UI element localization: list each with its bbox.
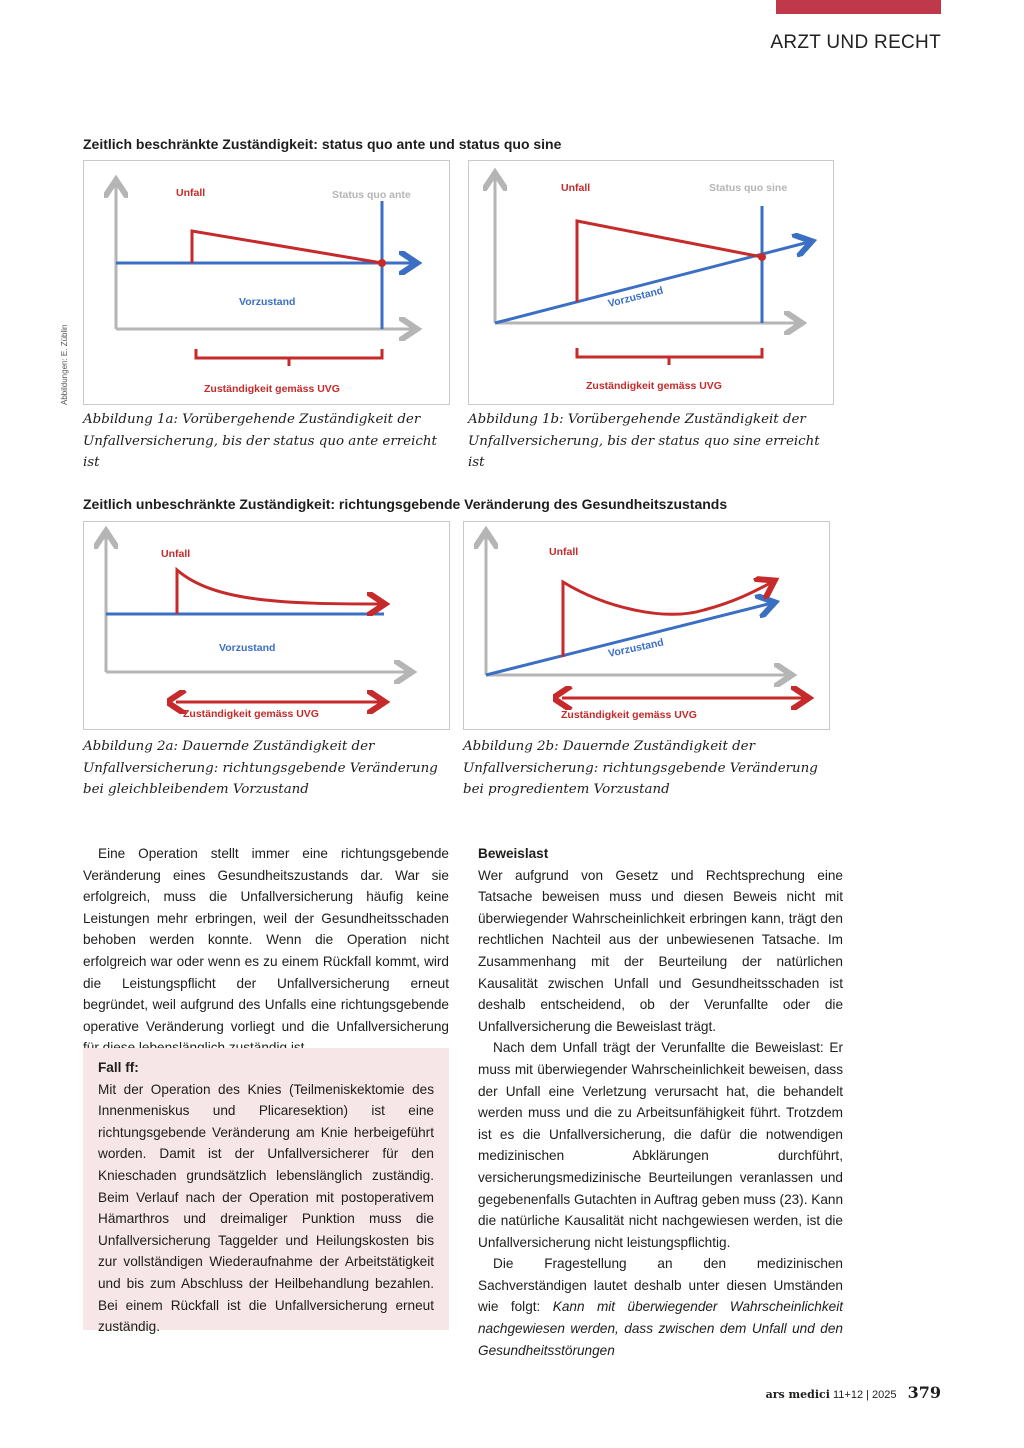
right-column: [478, 843, 843, 1361]
vorzustand-label: Vorzustand: [239, 296, 296, 308]
image-credit: Abbildungen: E. Züblin: [60, 324, 69, 405]
paragraph: Die Fragestellung an den medizinischen Sachverständigen lautet deshalb unter diesen Umständen wie folgt: Kann mit überwiegender Wahrscheinlichkeit nachgewiesen werden, dass zwischen dem Unfall und den Gesundheitsstörungen: [478, 1256, 843, 1358]
vorzustand-label: Vorzustand: [607, 636, 665, 660]
zustaendigkeit-label: Zuständigkeit gemäss UVG: [204, 383, 340, 395]
figure-2b: [463, 521, 830, 730]
section-header: ARZT UND RECHT: [770, 32, 941, 53]
unfall-label: Unfall: [549, 546, 579, 558]
heading-limited: Zeitlich beschränkte Zuständigkeit: status quo ante und status quo sine: [83, 136, 562, 152]
left-column: [83, 843, 449, 1059]
section-title: Beweislast: [478, 846, 549, 861]
journal-brand: ars medici: [765, 1388, 830, 1401]
intersection-point: [378, 259, 386, 267]
vorzustand-label: Vorzustand: [219, 642, 276, 654]
unfall-label: Unfall: [176, 187, 206, 199]
zustaendigkeit-label: Zuständigkeit gemäss UVG: [561, 709, 697, 721]
issue-number: 11+12 | 2025: [833, 1389, 897, 1401]
intersection-point: [758, 253, 766, 261]
vorzustand-label: Vorzustand: [606, 284, 665, 310]
zustaendigkeit-label: Zuständigkeit gemäss UVG: [183, 708, 319, 720]
unfall-label: Unfall: [161, 548, 191, 560]
unfall-curve: [563, 582, 772, 660]
footer: [766, 1383, 941, 1402]
case-text: Mit der Operation des Knies (Teilmeniskektomie des Innenmeniskus und Plicaresektion) ist eine richtungsgebende Veränderung am Knie herbeigeführt worden. Damit ist der Unfallversicherer für den Knieschaden grundsätzlich lebenslänglich zuständig. Beim Verlauf nach der Operation mit postoperativem Hämarthros und dreimaliger Punktion muss die Unfallversicherung Taggelder und Heilungskosten bis zur vollständigen Wiederaufnahme der Arbeitstätigkeit und bis zum Abschluss der Heilbehandlung bezahlen. Bei einem Rückfall ist die Unfallversicherung erneut zuständig.: [98, 1081, 434, 1335]
page-number: 379: [907, 1383, 941, 1402]
caption-1a: Abbildung 1a: Vorübergehende Zuständigkeit der Unfallversicherung, bis der status quo ante erreicht ist: [83, 412, 437, 470]
paragraph: Eine Operation stellt immer eine richtungsgebende Veränderung eines Gesundheitszustands dar. War sie erfolgreich, muss die Unfallversicherung häufig keine Leistungen mehr erbringen, weil der Gesundheitsschaden behoben werden konnte. Wenn die Operation nicht erfolgreich war oder wenn es zu einem Rückfall kommt, wird die Leistungspflicht der Unfallversicherung erneut begründet, weil aufgrund des Unfalls eine richtungsgebende operative Veränderung vorliegt und die Unfallversicherung: [83, 846, 449, 1034]
figure-2a: [83, 521, 450, 730]
unfall-label: Unfall: [561, 182, 591, 194]
zustaendigkeit-label: Zuständigkeit gemäss UVG: [586, 380, 722, 392]
status-label: Status quo sine: [709, 182, 788, 194]
figure-1b: [468, 160, 834, 405]
caption-2b: Abbildung 2b: Dauernde Zuständigkeit der Unfallversicherung: richtungsgebende Veränderung bei progredientem Vorzustand: [463, 739, 818, 797]
caption-1b: Abbildung 1b: Vorübergehende Zuständigkeit der Unfallversicherung, bis der status quo sine erreicht ist: [468, 412, 820, 470]
unfall-line: [192, 231, 382, 263]
paragraph: Nach dem Unfall trägt der Verunfallte die Beweislast: Er muss mit überwiegender Wahrscheinlichkeit beweisen, dass der Unfall eine Verletzung verursacht hat, die behandelt werden muss und die zu Arbeitsunfähigkeit führt. Trotzdem ist es die Unfallversicherung, die dafür die notwendigen medizinischen Abklärungen durchführt, versicherungsmedizinische Beurteilungen veranlassen und gegebenenfalls Gutachten in Auftrag geben muss (23). Kann die natürliche Kausalität nicht nachgewiesen werden, ist die Unfallversicherung nicht leistungspflichtig.: [478, 1040, 844, 1250]
status-label: Status quo ante: [332, 189, 411, 201]
case-box: [83, 1048, 449, 1335]
zustaendigkeit-bracket: [577, 348, 762, 365]
accent-bar: [776, 0, 941, 14]
heading-unlimited: Zeitlich unbeschränkte Zuständigkeit: richtungsgebende Veränderung des Gesundheitszustands: [83, 496, 728, 512]
case-title: Fall ff:: [98, 1060, 139, 1075]
zustaendigkeit-bracket: [196, 349, 382, 366]
figure-1a: [83, 160, 450, 405]
vorzustand-line: [486, 603, 772, 675]
unfall-curve: [177, 570, 382, 614]
caption-2a: Abbildung 2a: Dauernde Zuständigkeit der Unfallversicherung: richtungsgebende Veränderung bei gleichbleibendem Vorzustand: [83, 739, 438, 797]
paragraph: Wer aufgrund von Gesetz und Rechtsprechung eine Tatsache beweisen muss und diesen Beweis nicht mit überwiegender Wahrscheinlichkeit erbringen kann, trägt den rechtlichen Nachteil aus der unbewiesenen Tatsache. Im Zusammenhang mit der Beurteilung der natürlichen Kausalität zwischen Unfall und Gesundheitsschaden ist deshalb entscheidend, ob der Verunfallte oder die Unfallversicherung die Beweislast trägt.: [478, 867, 843, 1034]
